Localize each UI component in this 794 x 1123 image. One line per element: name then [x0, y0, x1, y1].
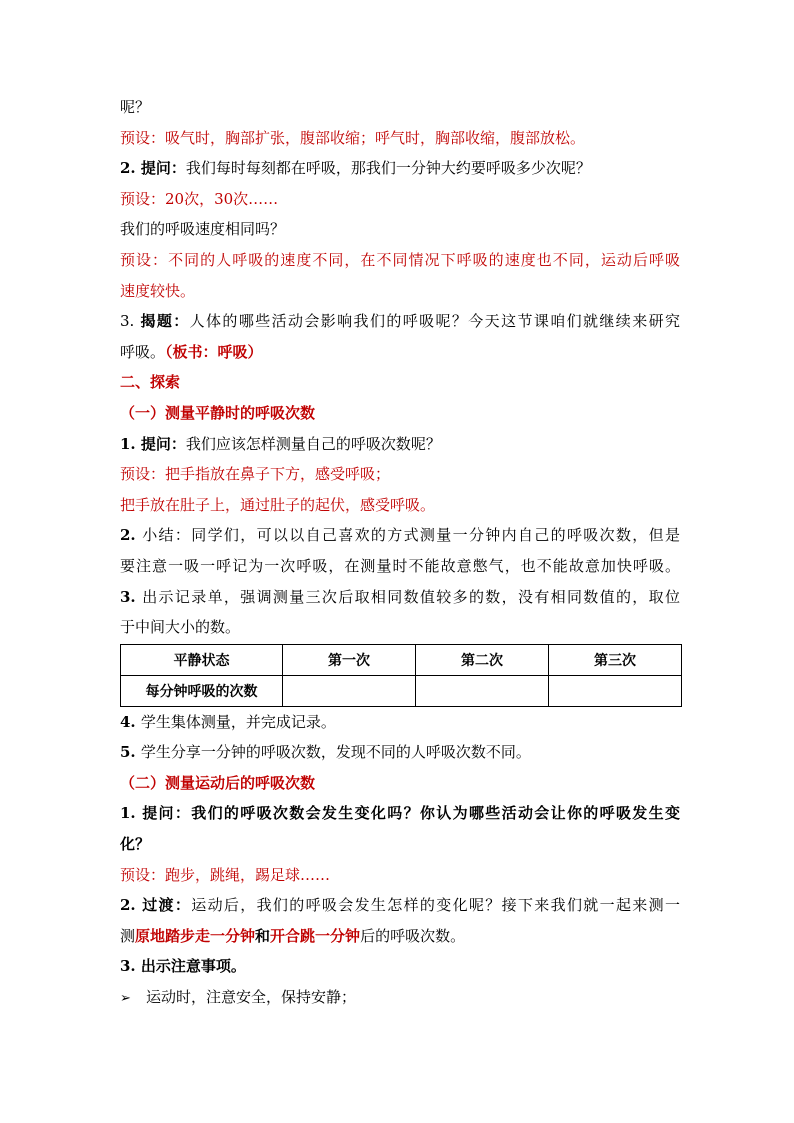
- paragraph-text: 提问：我们的呼吸次数会发生变化吗？你认为哪些活动会让你的呼吸发生变: [142, 804, 680, 823]
- item-number: 3.: [120, 957, 141, 976]
- table-cell: [283, 675, 416, 706]
- paragraph-text: 呼吸。: [120, 342, 166, 361]
- paragraph-text: 呢？: [120, 98, 151, 116]
- step-4: [120, 707, 680, 738]
- question-1: [120, 798, 680, 829]
- item-number: 5.: [120, 743, 141, 762]
- paragraph-text: 预设：跑步，跳绳，踢足球……: [120, 865, 331, 884]
- activity-highlight: 开合跳一分钟: [270, 926, 361, 945]
- item-number: 4.: [120, 712, 141, 731]
- step-3: [120, 951, 680, 982]
- step-5: [120, 737, 680, 768]
- preset-answer-cont: [120, 490, 680, 521]
- question-1-cont: [120, 829, 680, 860]
- paragraph-text: 测: [120, 926, 136, 945]
- paragraph-text: 速度较快。: [120, 281, 196, 300]
- paragraph-text: 于中间大小的数。: [120, 618, 241, 637]
- paragraph-text: 学生分享一分钟的呼吸次数，发现不同的人呼吸次数不同。: [140, 743, 531, 762]
- paragraph-text: 出示记录单，强调测量三次后取相同数值较多的数，没有相同数值的，取位: [142, 587, 680, 606]
- subsection-heading: [120, 768, 680, 799]
- preset-answer-cont: [120, 276, 680, 307]
- text-line: [120, 92, 680, 123]
- item-label: 过渡：: [142, 896, 192, 915]
- summary: [120, 520, 680, 551]
- heading-text: 二、探索: [120, 373, 181, 392]
- summary-cont: [120, 551, 680, 582]
- preset-answer: [120, 123, 680, 154]
- arrow-bullet-icon: ➢: [120, 991, 131, 1007]
- paragraph-text: 化？: [120, 835, 151, 854]
- document-page: [120, 92, 680, 1013]
- paragraph-text: 学生集体测量，并完成记录。: [140, 712, 336, 731]
- paragraph-text: 和: [255, 926, 271, 945]
- subsection-heading: [120, 398, 680, 429]
- paragraph-text: 预设：20次，30次……: [120, 189, 279, 208]
- table-header-cell: 第二次: [416, 644, 549, 675]
- heading-text: （二）测量运动后的呼吸次数: [120, 773, 316, 792]
- record-sheet-instruction: [120, 582, 680, 613]
- paragraph-text: 小结：同学们，可以以自己喜欢的方式测量一分钟内自己的呼吸次数，但是: [142, 526, 680, 545]
- item-number: 2.: [120, 896, 143, 915]
- paragraph-text: 我们每时每刻都在呼吸，那我们一分钟大约要呼吸多少次呢？: [185, 159, 591, 178]
- question-1: [120, 429, 680, 460]
- item-number: 1.: [120, 804, 143, 823]
- item-label: 揭题：: [140, 312, 190, 331]
- reveal-topic-cont: [120, 337, 680, 368]
- heading-text: （一）测量平静时的呼吸次数: [120, 403, 316, 422]
- paragraph-text: 预设：不同的人呼吸的速度不同，在不同情况下呼吸的速度也不同，运动后呼吸: [120, 250, 680, 269]
- table-header-cell: 平静状态: [121, 644, 283, 675]
- table-row: [121, 675, 682, 706]
- paragraph-text: 我们应该怎样测量自己的呼吸次数呢？: [185, 434, 441, 453]
- activity-highlight: 原地踏步走一分钟: [135, 926, 256, 945]
- table-row-label: 每分钟呼吸的次数: [121, 675, 283, 706]
- paragraph-text: 运动时，注意安全，保持安静；: [146, 988, 357, 1007]
- transition-cont: [120, 921, 680, 952]
- preset-answer: [120, 459, 680, 490]
- item-number: 2.: [120, 159, 141, 178]
- preset-answer: [120, 245, 680, 276]
- paragraph-text: 我们的呼吸速度相同吗？: [120, 220, 286, 239]
- item-number: 1.: [120, 434, 141, 453]
- record-table: [120, 644, 682, 707]
- transition: [120, 890, 680, 921]
- table-cell: [549, 675, 682, 706]
- paragraph-text: 预设：吸气时，胸部扩张，腹部收缩；呼气时，胸部收缩，腹部放松。: [120, 128, 586, 147]
- record-sheet-instruction-cont: [120, 612, 680, 643]
- item-number: 2.: [120, 526, 143, 545]
- paragraph-text: 运动后，我们的呼吸会发生怎样的变化呢？接下来我们就一起来测一: [191, 896, 680, 915]
- paragraph-text: 要注意一吸一呼记为一次呼吸，在测量时不能故意憋气，也不能故意加快呼吸。: [120, 556, 680, 575]
- paragraph-text: 后的呼吸次数。: [360, 926, 466, 945]
- table-header-cell: 第一次: [283, 644, 416, 675]
- item-label: 提问：: [140, 159, 186, 178]
- question-2: [120, 153, 680, 184]
- text-line: [120, 214, 680, 245]
- section-heading: [120, 367, 680, 398]
- table-header-cell: 第三次: [549, 644, 682, 675]
- table-cell: [416, 675, 549, 706]
- table-header-row: [121, 644, 682, 675]
- paragraph-text: 出示注意事项。: [140, 957, 246, 976]
- bullet-item: [120, 982, 680, 1013]
- item-number: 3.: [120, 587, 143, 606]
- paragraph-text: 人体的哪些活动会影响我们的呼吸呢？今天这节课咱们就继续来研究: [189, 312, 680, 331]
- paragraph-text: 把手放在肚子上，通过肚子的起伏，感受呼吸。: [120, 495, 436, 514]
- preset-answer: [120, 184, 680, 215]
- paragraph-text: 预设：把手指放在鼻子下方，感受呼吸；: [120, 465, 391, 484]
- item-label: 提问：: [140, 434, 186, 453]
- preset-answer: [120, 860, 680, 891]
- item-number: 3.: [120, 312, 141, 331]
- board-note: （板书：呼吸）: [165, 342, 263, 361]
- reveal-topic: [120, 306, 680, 337]
